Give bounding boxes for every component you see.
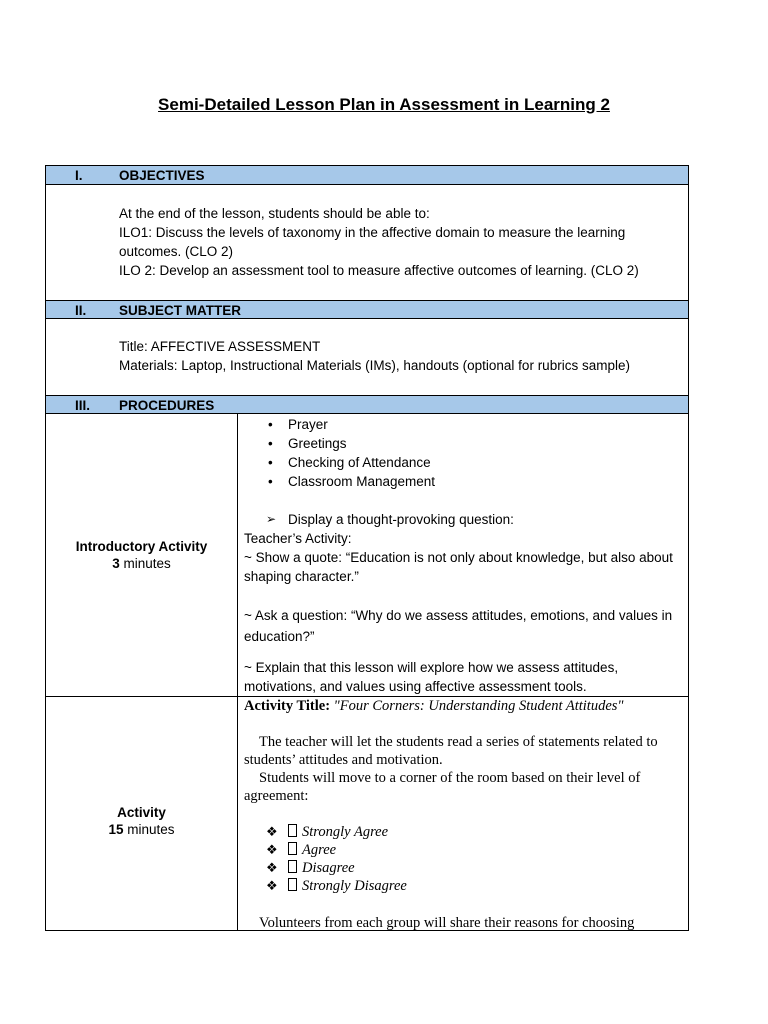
activity-row — [46, 697, 688, 930]
activity-paragraph-1: The teacher will let the students read a series of statements related to students’ attitudes and motivation. — [244, 734, 658, 768]
procedures-number: III. — [75, 398, 91, 413]
activity-duration: 15 minutes — [108, 821, 175, 837]
checkbox-glyph-icon — [288, 842, 297, 855]
list-item: • Prayer — [268, 417, 328, 432]
opening-routine-list — [244, 415, 688, 491]
objectives-ilo2: ILO 2: Develop an assessment tool to measure affective outcomes of learning. (CLO 2) — [119, 263, 639, 278]
diamond-bullet-icon: ❖ — [266, 824, 278, 839]
list-item: ❖ Agree — [266, 842, 337, 858]
objectives-section — [46, 185, 688, 300]
explain-line: ~ Explain that this lesson will explore how we assess attitudes, motivations, and values using affective assessment tools. — [244, 660, 619, 694]
corners-list — [244, 823, 688, 895]
activity-label-cell — [46, 697, 238, 930]
teacher-activity-label: Teacher’s Activity: — [244, 531, 352, 546]
diamond-bullet-icon: ❖ — [266, 860, 278, 875]
objectives-label: OBJECTIVES — [119, 168, 205, 183]
list-item: ❖ Strongly Disagree — [266, 878, 407, 894]
diamond-bullet-icon: ❖ — [266, 842, 278, 857]
list-item: ❖ Disagree — [266, 860, 355, 876]
objectives-ilo1: ILO1: Discuss the levels of taxonomy in the affective domain to measure the learning outcomes. (CLO 2) — [119, 225, 626, 259]
diamond-bullet-icon: ❖ — [266, 878, 278, 893]
arrow-bullet-icon: ➢ — [266, 512, 277, 526]
subject-materials-line: Materials: Laptop, Instructional Materials (IMs), handouts (optional for rubrics sample) — [119, 358, 630, 373]
list-item: ❖ Strongly Agree — [266, 824, 389, 840]
activity-paragraph-3: Volunteers from each group will share their reasons for choosing — [259, 915, 635, 931]
objectives-header — [46, 166, 688, 185]
subject-matter-label: SUBJECT MATTER — [119, 303, 242, 318]
objectives-number: I. — [75, 168, 83, 183]
subject-matter-section — [46, 319, 688, 395]
activity-title: Activity Title: "Four Corners: Understanding Student Attitudes" — [244, 698, 624, 714]
activity-content — [238, 697, 688, 930]
introductory-activity-duration: 3 minutes — [112, 556, 171, 571]
introductory-activity-label-cell — [46, 414, 238, 696]
list-item: • Classroom Management — [268, 474, 436, 489]
subject-matter-header — [46, 300, 688, 319]
introductory-activity-row — [46, 414, 688, 697]
quote-line: ~ Show a quote: “Education is not only about knowledge, but also about shaping character.” — [244, 550, 673, 584]
question-line: ~ Ask a question: “Why do we assess attitudes, emotions, and values in education?” — [244, 608, 673, 644]
procedures-header — [46, 395, 688, 414]
procedures-label: PROCEDURES — [119, 398, 215, 413]
introductory-activity-content — [238, 414, 688, 696]
list-item: • Greetings — [268, 436, 347, 451]
activity-name: Activity — [117, 804, 166, 820]
checkbox-glyph-icon — [288, 824, 297, 837]
checkbox-glyph-icon — [288, 878, 297, 891]
list-item: • Checking of Attendance — [268, 455, 431, 470]
activity-paragraph-2: Students will move to a corner of the room based on their level of agreement: — [244, 770, 641, 804]
document-title: Semi-Detailed Lesson Plan in Assessment in Learning 2 — [158, 95, 610, 114]
introductory-activity-name: Introductory Activity — [75, 539, 208, 554]
objectives-intro: At the end of the lesson, students should be able to: — [119, 206, 430, 221]
subject-title-line: Title: AFFECTIVE ASSESSMENT — [119, 339, 321, 354]
subject-matter-number: II. — [75, 303, 87, 318]
lesson-plan-table — [45, 165, 689, 931]
arrow-item: ➢ Display a thought-provoking question: — [266, 512, 514, 527]
checkbox-glyph-icon — [288, 860, 297, 873]
